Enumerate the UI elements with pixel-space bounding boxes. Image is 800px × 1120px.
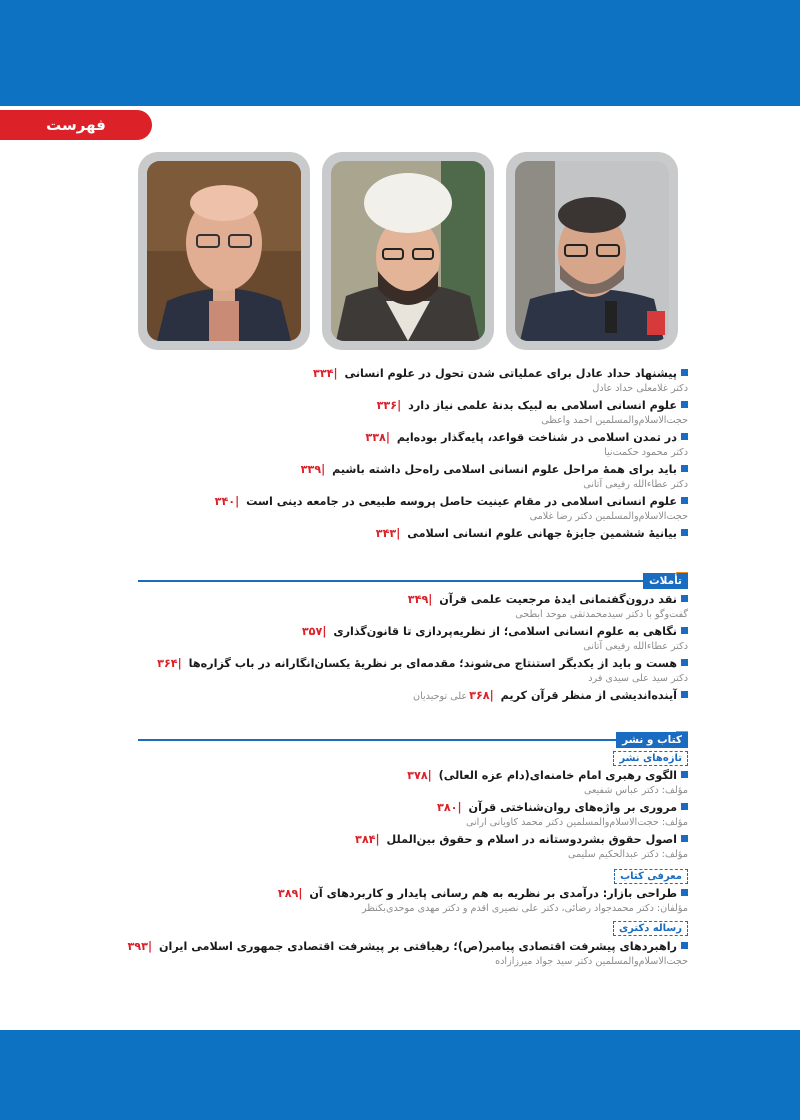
list-item[interactable] bbox=[128, 688, 688, 705]
section-label-reflections bbox=[643, 573, 688, 589]
portrait-photo-3 bbox=[506, 152, 678, 350]
page-title-text: فهرست bbox=[46, 116, 106, 134]
page-number: |۳۳۴ bbox=[313, 367, 338, 380]
bottom-banner bbox=[0, 1030, 800, 1120]
entry-title: طراحی بازار: درآمدی بر نظریه به هم رسانی پایدار و کاربردهای آن bbox=[309, 887, 677, 900]
bullet-icon bbox=[681, 595, 688, 602]
list-item[interactable] bbox=[128, 592, 688, 622]
page-title bbox=[0, 110, 152, 140]
page-number: |۳۶۸ bbox=[469, 689, 494, 702]
section-label-books bbox=[616, 732, 688, 748]
entry-author: حجت‌الاسلام‌والمسلمین دکتر سید جواد میرزازاده bbox=[495, 956, 688, 967]
entry-author: دکتر عطاءالله رفیعی آتانی bbox=[583, 641, 688, 652]
list-item[interactable] bbox=[128, 398, 688, 428]
list-item[interactable] bbox=[128, 366, 688, 396]
bullet-icon bbox=[681, 889, 688, 896]
entry-title: اصول حقوق بشردوستانه در اسلام و حقوق بین‌الملل bbox=[386, 833, 677, 846]
entry-title: الگوی رهبری امام خامنه‌ای(دام عزه العالی) bbox=[438, 769, 677, 782]
list-item[interactable] bbox=[128, 832, 688, 862]
page-number: |۳۶۴ bbox=[157, 657, 182, 670]
subsection-label-new-publications bbox=[613, 751, 688, 766]
list-item[interactable] bbox=[128, 462, 688, 492]
section-divider bbox=[138, 739, 688, 741]
entry-author: دکتر غلامعلی حداد عادل bbox=[592, 383, 688, 394]
bullet-icon bbox=[681, 465, 688, 472]
section-label-text: کتاب و نشر bbox=[622, 734, 682, 746]
section-3-list-c bbox=[128, 939, 688, 971]
bullet-icon bbox=[681, 369, 688, 376]
page-number: |۳۵۷ bbox=[301, 625, 327, 638]
entry-author: مؤلف: دکتر عباس شفیعی bbox=[583, 785, 688, 796]
bullet-icon bbox=[681, 497, 688, 504]
page-number: |۳۳۹ bbox=[300, 463, 326, 476]
page-number: |۳۳۸ bbox=[365, 431, 390, 444]
bullet-icon bbox=[681, 627, 688, 634]
entry-title: نگاهی به علوم انسانی اسلامی؛ از نظریه‌پردازی تا قانون‌گذاری bbox=[333, 625, 677, 638]
entry-title: آینده‌اندیشی از منظر قرآن کریم bbox=[500, 689, 677, 702]
entry-author: حجت‌الاسلام‌والمسلمین احمد واعظی bbox=[541, 415, 688, 426]
entry-title: در تمدن اسلامی در شناخت قواعد، پایه‌گذار بوده‌ایم bbox=[396, 431, 677, 444]
entry-title: علوم انسانی اسلامی به لبیک بدنۀ علمی نیاز دارد bbox=[408, 399, 677, 412]
entry-author: مؤلف: حجت‌الاسلام‌والمسلمین دکتر محمد کاویانی ارانی bbox=[465, 817, 688, 828]
entry-title: هست و باید از یکدیگر استنتاج می‌شوند؛ مقدمه‌ای بر نظریۀ یکسان‌انگارانه در باب گزاره‌ها bbox=[188, 657, 677, 670]
bullet-icon bbox=[681, 691, 688, 698]
bullet-icon bbox=[681, 433, 688, 440]
section-2-list bbox=[128, 592, 688, 707]
bullet-icon bbox=[681, 659, 688, 666]
page-number: |۳۹۳ bbox=[127, 940, 153, 953]
top-banner bbox=[0, 0, 800, 106]
subsection-label-text: معرفی کتاب bbox=[620, 871, 682, 882]
subsection-label-dissertation bbox=[613, 921, 688, 936]
bullet-icon bbox=[681, 529, 688, 536]
entry-title: نقد درون‌گفتمانی ایدۀ مرجعیت علمی قرآن bbox=[439, 593, 677, 606]
list-item[interactable] bbox=[128, 526, 688, 542]
entry-title: راهبردهای پیشرفت اقتصادی پیامبر(ص)؛ رهیافتی بر پیشرفت اقتصادی جمهوری اسلامی ایران bbox=[158, 940, 677, 953]
section-3-list-a bbox=[128, 768, 688, 864]
list-item[interactable] bbox=[128, 494, 688, 524]
list-item[interactable] bbox=[128, 886, 688, 916]
page-number: |۳۷۸ bbox=[407, 769, 432, 782]
entry-author: دکتر سید علی سیدی فرد bbox=[588, 673, 688, 684]
entry-author: دکتر عطاءالله رفیعی آتانی bbox=[583, 479, 688, 490]
entry-author: حجت‌الاسلام‌والمسلمین دکتر رضا غلامی bbox=[529, 511, 688, 522]
bullet-icon bbox=[681, 401, 688, 408]
subsection-label-book-review bbox=[614, 869, 688, 884]
page-number: |۳۴۳ bbox=[375, 527, 401, 540]
entry-title: باید برای همۀ مراحل علوم انسانی اسلامی راه‌حل داشته باشیم bbox=[332, 463, 677, 476]
page-number: |۳۴۰ bbox=[214, 495, 240, 508]
section-1-list bbox=[128, 366, 688, 544]
subsection-label-text: رساله دکتری bbox=[618, 923, 682, 934]
section-3-list-b bbox=[128, 886, 688, 918]
section-divider bbox=[138, 580, 688, 582]
portrait-photo-2 bbox=[322, 152, 494, 350]
entry-author: دکتر محمود حکمت‌نیا bbox=[604, 447, 688, 458]
bullet-icon bbox=[681, 835, 688, 842]
page-number: |۳۸۰ bbox=[437, 801, 462, 814]
list-item[interactable] bbox=[128, 624, 688, 654]
page-number: |۳۸۹ bbox=[277, 887, 303, 900]
entry-title: مروری بر واژه‌های روان‌شناختی قرآن bbox=[468, 801, 677, 814]
page-number: |۳۳۶ bbox=[376, 399, 402, 412]
list-item[interactable] bbox=[128, 656, 688, 686]
bullet-icon bbox=[681, 942, 688, 949]
entry-author: مؤلفان: دکتر محمدجواد رضائی، دکتر علی نصیری اقدم و دکتر مهدی موحدی‌بکنظر bbox=[361, 903, 688, 914]
list-item[interactable] bbox=[128, 430, 688, 460]
entry-title: پیشنهاد حداد عادل برای عملیاتی شدن تحول در علوم انسانی bbox=[344, 367, 677, 380]
entry-author: مؤلف: دکتر عبدالحکیم سلیمی bbox=[567, 849, 688, 860]
list-item[interactable] bbox=[128, 939, 688, 969]
page-number: |۳۸۴ bbox=[355, 833, 380, 846]
portrait-photo-1 bbox=[138, 152, 310, 350]
bullet-icon bbox=[681, 771, 688, 778]
entry-author: گفت‌وگو با دکتر سیدمحمدتقی موحد ابطحی bbox=[515, 609, 688, 620]
entry-author: علی توحیدیان bbox=[413, 691, 468, 702]
page-number: |۳۴۹ bbox=[407, 593, 433, 606]
entry-title: بیانیۀ ششمین جایزۀ جهانی علوم انسانی اسلامی bbox=[407, 527, 677, 540]
entry-title: علوم انسانی اسلامی در مقام عینیت حاصل پروسه طبیعی در جامعه دینی است bbox=[246, 495, 677, 508]
list-item[interactable] bbox=[128, 800, 688, 830]
subsection-label-text: تازه‌های نشر bbox=[619, 753, 682, 764]
section-label-text: تأملات bbox=[649, 575, 682, 587]
bullet-icon bbox=[681, 803, 688, 810]
list-item[interactable] bbox=[128, 768, 688, 798]
